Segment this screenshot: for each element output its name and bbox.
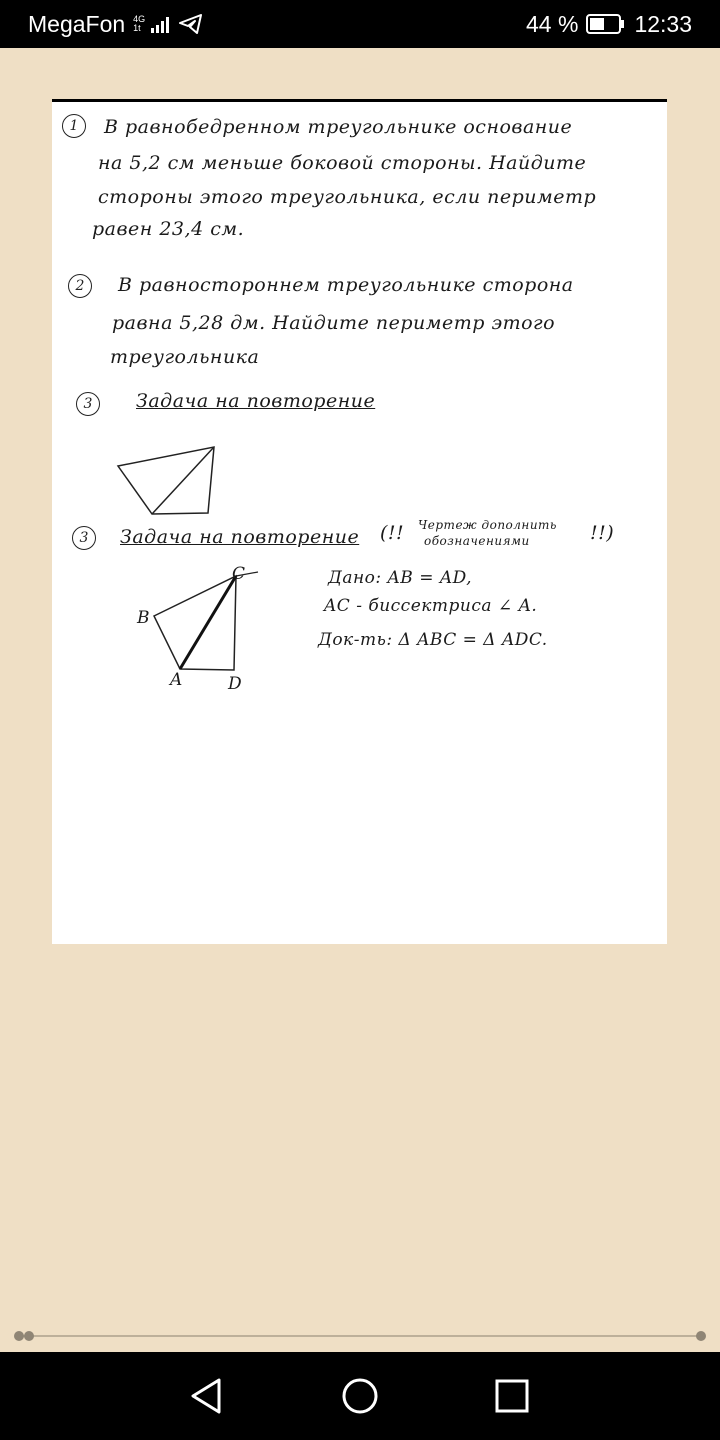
- task-1-line-2: на 5,2 см меньше боковой стороны. Найдите: [98, 152, 587, 174]
- network-type-top: 4G: [133, 14, 146, 24]
- navigation-bar: [0, 1352, 720, 1440]
- signal-icon: [151, 15, 173, 33]
- battery-icon: [586, 13, 626, 35]
- status-bar: [0, 0, 720, 48]
- task-3b-note-line-2: обозначениями: [424, 534, 530, 548]
- home-icon: [341, 1377, 379, 1415]
- task-3a-number: 3: [76, 392, 100, 416]
- task-3b-note-suffix: !!): [590, 522, 615, 544]
- task-3b-note-line-1: Чертеж дополнить: [418, 518, 557, 532]
- clock: 12:33: [634, 10, 692, 37]
- given-line-1: Дано: AB = AD,: [328, 568, 473, 588]
- task-1-line-3: стороны этого треугольника, если периметр: [98, 186, 597, 208]
- scrollbar-start-handle[interactable]: [14, 1331, 24, 1341]
- scrollbar-track[interactable]: [20, 1335, 702, 1337]
- network-type: [133, 15, 145, 33]
- task-2-number: 2: [68, 274, 92, 298]
- task-1-line-1: В равнобедренном треугольнике основание: [104, 116, 573, 138]
- scrollbar-thumb[interactable]: [24, 1331, 34, 1341]
- vertex-label-c: C: [232, 564, 246, 584]
- task-3b-number: 3: [72, 526, 96, 550]
- recents-button[interactable]: [488, 1372, 536, 1420]
- recents-icon: [495, 1379, 529, 1413]
- vertex-label-a: A: [170, 670, 183, 690]
- vertex-label-b: B: [137, 608, 150, 628]
- task-1-line-4: равен 23,4 см.: [92, 218, 245, 240]
- back-button[interactable]: [182, 1372, 230, 1420]
- prove-line: Док-ть: Δ ABC = Δ ADC.: [318, 630, 548, 650]
- task-3b-title: Задача на повторение: [120, 526, 360, 548]
- given-line-2: AC - биссектриса ∠ A.: [324, 596, 538, 616]
- scrollbar-end-handle[interactable]: [696, 1331, 706, 1341]
- status-right: [526, 9, 692, 39]
- network-type-bottom: 1t: [133, 23, 141, 33]
- task-2-line-1: В равностороннем треугольнике сторона: [118, 274, 574, 296]
- task-3b-note-prefix: (!!: [380, 522, 405, 544]
- back-icon: [189, 1377, 223, 1415]
- task-2-line-3: треугольника: [110, 346, 260, 368]
- task-2-line-2: равна 5,28 дм. Найдите периметр этого: [112, 312, 556, 334]
- carrier-name: MegaFon: [28, 10, 126, 37]
- telegram-icon: [179, 14, 203, 34]
- vertex-label-d: D: [228, 674, 243, 694]
- status-left: [28, 9, 203, 39]
- battery-percent: 44 %: [526, 10, 579, 37]
- document-image[interactable]: [52, 99, 667, 944]
- home-button[interactable]: [336, 1372, 384, 1420]
- task-3a-diagram: [112, 442, 222, 522]
- task-3a-title: Задача на повторение: [136, 390, 376, 412]
- task-1-number: 1: [62, 114, 86, 138]
